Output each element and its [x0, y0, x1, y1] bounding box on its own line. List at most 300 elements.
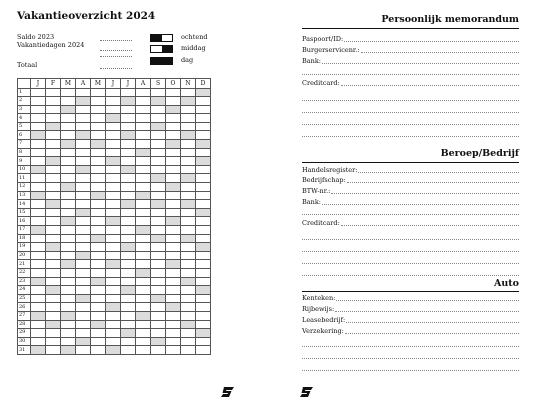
day-cell[interactable] [46, 268, 61, 277]
day-cell[interactable] [196, 97, 211, 106]
day-cell[interactable] [31, 337, 46, 346]
day-cell[interactable] [31, 157, 46, 166]
weekend-day-cell[interactable] [31, 277, 46, 286]
day-cell[interactable] [136, 97, 151, 106]
weekend-day-cell[interactable] [106, 114, 121, 123]
day-cell[interactable] [61, 337, 76, 346]
day-cell[interactable] [136, 243, 151, 252]
day-cell[interactable] [46, 105, 61, 114]
weekend-day-cell[interactable] [196, 243, 211, 252]
day-cell[interactable] [61, 251, 76, 260]
day-cell[interactable] [181, 148, 196, 157]
day-cell[interactable] [91, 260, 106, 269]
day-cell[interactable] [196, 303, 211, 312]
day-cell[interactable] [46, 97, 61, 106]
day-cell[interactable] [196, 320, 211, 329]
day-cell[interactable] [136, 260, 151, 269]
weekend-day-cell[interactable] [76, 131, 91, 140]
day-cell[interactable] [151, 277, 166, 286]
day-cell[interactable] [106, 105, 121, 114]
day-cell[interactable] [61, 234, 76, 243]
day-cell[interactable] [151, 268, 166, 277]
day-cell[interactable] [121, 88, 136, 97]
day-cell[interactable] [61, 131, 76, 140]
day-cell[interactable] [121, 140, 136, 149]
weekend-day-cell[interactable] [196, 286, 211, 295]
day-cell[interactable] [151, 286, 166, 295]
day-cell[interactable] [136, 183, 151, 192]
day-cell[interactable] [121, 234, 136, 243]
day-cell[interactable] [61, 191, 76, 200]
day-cell[interactable] [46, 131, 61, 140]
day-cell[interactable] [196, 105, 211, 114]
weekend-day-cell[interactable] [166, 217, 181, 226]
day-cell[interactable] [76, 217, 91, 226]
day-cell[interactable] [151, 148, 166, 157]
day-cell[interactable] [91, 165, 106, 174]
day-cell[interactable] [76, 114, 91, 123]
day-cell[interactable] [196, 165, 211, 174]
day-cell[interactable] [31, 303, 46, 312]
day-cell[interactable] [61, 226, 76, 235]
weekend-day-cell[interactable] [151, 174, 166, 183]
day-cell[interactable] [151, 329, 166, 338]
blank-line[interactable] [302, 124, 519, 125]
day-cell[interactable] [61, 286, 76, 295]
day-cell[interactable] [166, 208, 181, 217]
day-cell[interactable] [181, 260, 196, 269]
weekend-day-cell[interactable] [151, 97, 166, 106]
day-cell[interactable] [196, 234, 211, 243]
day-cell[interactable] [166, 97, 181, 106]
day-cell[interactable] [166, 294, 181, 303]
day-cell[interactable] [31, 174, 46, 183]
day-cell[interactable] [61, 320, 76, 329]
weekend-day-cell[interactable] [196, 88, 211, 97]
day-cell[interactable] [46, 165, 61, 174]
weekend-day-cell[interactable] [46, 286, 61, 295]
day-cell[interactable] [61, 165, 76, 174]
weekend-day-cell[interactable] [31, 311, 46, 320]
day-cell[interactable] [46, 208, 61, 217]
day-cell[interactable] [196, 337, 211, 346]
weekend-day-cell[interactable] [166, 183, 181, 192]
day-cell[interactable] [91, 337, 106, 346]
day-cell[interactable] [106, 243, 121, 252]
weekend-day-cell[interactable] [106, 303, 121, 312]
blank-line[interactable] [302, 251, 519, 252]
weekend-day-cell[interactable] [181, 277, 196, 286]
day-cell[interactable] [46, 329, 61, 338]
day-cell[interactable] [121, 226, 136, 235]
day-cell[interactable] [121, 320, 136, 329]
day-cell[interactable] [121, 122, 136, 131]
day-cell[interactable] [31, 114, 46, 123]
weekend-day-cell[interactable] [121, 165, 136, 174]
day-cell[interactable] [151, 165, 166, 174]
day-cell[interactable] [106, 311, 121, 320]
day-cell[interactable] [61, 148, 76, 157]
day-cell[interactable] [166, 251, 181, 260]
blank-line[interactable] [302, 112, 519, 113]
day-cell[interactable] [166, 157, 181, 166]
weekend-day-cell[interactable] [181, 320, 196, 329]
day-cell[interactable] [91, 105, 106, 114]
day-cell[interactable] [46, 191, 61, 200]
weekend-day-cell[interactable] [31, 226, 46, 235]
day-cell[interactable] [181, 157, 196, 166]
field-creditcard[interactable] [302, 78, 519, 87]
day-cell[interactable] [106, 97, 121, 106]
day-cell[interactable] [31, 243, 46, 252]
day-cell[interactable] [196, 131, 211, 140]
day-cell[interactable] [46, 234, 61, 243]
day-cell[interactable] [181, 183, 196, 192]
day-cell[interactable] [166, 311, 181, 320]
day-cell[interactable] [61, 243, 76, 252]
day-cell[interactable] [61, 122, 76, 131]
day-cell[interactable] [166, 268, 181, 277]
weekend-day-cell[interactable] [76, 294, 91, 303]
day-cell[interactable] [136, 234, 151, 243]
day-cell[interactable] [76, 140, 91, 149]
day-cell[interactable] [166, 148, 181, 157]
day-cell[interactable] [91, 114, 106, 123]
day-cell[interactable] [61, 88, 76, 97]
day-cell[interactable] [91, 251, 106, 260]
day-cell[interactable] [76, 191, 91, 200]
day-cell[interactable] [106, 165, 121, 174]
day-cell[interactable] [181, 337, 196, 346]
day-cell[interactable] [136, 329, 151, 338]
day-cell[interactable] [181, 243, 196, 252]
day-cell[interactable] [181, 251, 196, 260]
day-cell[interactable] [106, 88, 121, 97]
day-cell[interactable] [106, 286, 121, 295]
weekend-day-cell[interactable] [46, 243, 61, 252]
day-cell[interactable] [106, 329, 121, 338]
day-cell[interactable] [31, 105, 46, 114]
weekend-day-cell[interactable] [46, 157, 61, 166]
day-cell[interactable] [151, 140, 166, 149]
field-btw-nr[interactable] [302, 186, 519, 195]
day-cell[interactable] [106, 226, 121, 235]
weekend-day-cell[interactable] [106, 260, 121, 269]
day-cell[interactable] [166, 200, 181, 209]
blank-line[interactable] [302, 263, 519, 264]
weekend-day-cell[interactable] [181, 97, 196, 106]
weekend-day-cell[interactable] [121, 329, 136, 338]
weekend-day-cell[interactable] [121, 131, 136, 140]
weekend-day-cell[interactable] [196, 140, 211, 149]
weekend-day-cell[interactable] [61, 183, 76, 192]
weekend-day-cell[interactable] [31, 346, 46, 355]
day-cell[interactable] [76, 105, 91, 114]
day-cell[interactable] [46, 277, 61, 286]
day-cell[interactable] [151, 320, 166, 329]
day-cell[interactable] [136, 157, 151, 166]
blank-line[interactable] [302, 275, 519, 276]
day-cell[interactable] [91, 311, 106, 320]
day-cell[interactable] [151, 114, 166, 123]
day-cell[interactable] [106, 251, 121, 260]
field-kenteken[interactable] [302, 293, 519, 302]
day-cell[interactable] [136, 105, 151, 114]
day-cell[interactable] [31, 208, 46, 217]
day-cell[interactable] [121, 105, 136, 114]
day-cell[interactable] [106, 200, 121, 209]
day-cell[interactable] [166, 337, 181, 346]
day-cell[interactable] [136, 320, 151, 329]
day-cell[interactable] [121, 217, 136, 226]
weekend-day-cell[interactable] [76, 337, 91, 346]
day-cell[interactable] [91, 243, 106, 252]
day-cell[interactable] [181, 191, 196, 200]
blank-line[interactable] [302, 214, 519, 215]
weekend-day-cell[interactable] [61, 311, 76, 320]
weekend-day-cell[interactable] [46, 320, 61, 329]
day-cell[interactable] [76, 226, 91, 235]
day-cell[interactable] [31, 200, 46, 209]
day-cell[interactable] [151, 88, 166, 97]
day-cell[interactable] [121, 268, 136, 277]
blank-line[interactable] [302, 239, 519, 240]
day-cell[interactable] [61, 268, 76, 277]
field-creditcard-business[interactable] [302, 218, 519, 227]
weekend-day-cell[interactable] [91, 277, 106, 286]
day-cell[interactable] [136, 277, 151, 286]
weekend-day-cell[interactable] [151, 122, 166, 131]
day-cell[interactable] [121, 157, 136, 166]
weekend-day-cell[interactable] [136, 148, 151, 157]
day-cell[interactable] [166, 277, 181, 286]
weekend-day-cell[interactable] [181, 200, 196, 209]
field-bank-business[interactable] [302, 197, 519, 206]
weekend-day-cell[interactable] [61, 346, 76, 355]
day-cell[interactable] [166, 346, 181, 355]
day-cell[interactable] [136, 140, 151, 149]
day-cell[interactable] [61, 329, 76, 338]
weekend-day-cell[interactable] [76, 165, 91, 174]
day-cell[interactable] [61, 174, 76, 183]
day-cell[interactable] [181, 226, 196, 235]
day-cell[interactable] [76, 200, 91, 209]
day-cell[interactable] [196, 174, 211, 183]
field-burgerservicenr[interactable] [302, 45, 519, 54]
weekend-day-cell[interactable] [121, 286, 136, 295]
day-cell[interactable] [91, 200, 106, 209]
day-cell[interactable] [106, 131, 121, 140]
day-cell[interactable] [121, 183, 136, 192]
day-cell[interactable] [91, 157, 106, 166]
weekend-day-cell[interactable] [31, 191, 46, 200]
day-cell[interactable] [121, 191, 136, 200]
day-cell[interactable] [181, 165, 196, 174]
day-cell[interactable] [46, 226, 61, 235]
weekend-day-cell[interactable] [136, 191, 151, 200]
day-cell[interactable] [121, 148, 136, 157]
blank-line[interactable] [302, 100, 519, 101]
day-cell[interactable] [31, 217, 46, 226]
day-cell[interactable] [121, 251, 136, 260]
day-cell[interactable] [106, 122, 121, 131]
day-cell[interactable] [31, 251, 46, 260]
day-cell[interactable] [46, 217, 61, 226]
day-cell[interactable] [196, 346, 211, 355]
day-cell[interactable] [46, 114, 61, 123]
day-cell[interactable] [136, 88, 151, 97]
weekend-day-cell[interactable] [31, 165, 46, 174]
day-cell[interactable] [31, 260, 46, 269]
day-cell[interactable] [196, 183, 211, 192]
day-cell[interactable] [91, 286, 106, 295]
weekend-day-cell[interactable] [76, 251, 91, 260]
weekend-day-cell[interactable] [121, 243, 136, 252]
weekend-day-cell[interactable] [61, 140, 76, 149]
weekend-day-cell[interactable] [61, 260, 76, 269]
day-cell[interactable] [121, 260, 136, 269]
day-cell[interactable] [61, 208, 76, 217]
weekend-day-cell[interactable] [166, 260, 181, 269]
day-cell[interactable] [106, 277, 121, 286]
day-cell[interactable] [61, 303, 76, 312]
weekend-day-cell[interactable] [196, 157, 211, 166]
day-cell[interactable] [76, 234, 91, 243]
day-cell[interactable] [151, 131, 166, 140]
day-cell[interactable] [91, 148, 106, 157]
day-cell[interactable] [196, 226, 211, 235]
day-cell[interactable] [166, 243, 181, 252]
day-cell[interactable] [196, 148, 211, 157]
day-cell[interactable] [91, 294, 106, 303]
weekend-day-cell[interactable] [181, 234, 196, 243]
day-cell[interactable] [91, 217, 106, 226]
day-cell[interactable] [31, 122, 46, 131]
day-cell[interactable] [166, 114, 181, 123]
day-cell[interactable] [121, 311, 136, 320]
day-cell[interactable] [31, 148, 46, 157]
day-cell[interactable] [181, 208, 196, 217]
day-cell[interactable] [31, 320, 46, 329]
day-cell[interactable] [181, 140, 196, 149]
day-cell[interactable] [151, 243, 166, 252]
day-cell[interactable] [166, 174, 181, 183]
day-cell[interactable] [196, 191, 211, 200]
day-cell[interactable] [91, 174, 106, 183]
day-cell[interactable] [46, 183, 61, 192]
day-cell[interactable] [91, 226, 106, 235]
weekend-day-cell[interactable] [76, 97, 91, 106]
blank-line[interactable] [302, 136, 519, 137]
day-cell[interactable] [61, 200, 76, 209]
day-cell[interactable] [76, 277, 91, 286]
weekend-day-cell[interactable] [151, 337, 166, 346]
day-cell[interactable] [151, 183, 166, 192]
day-cell[interactable] [46, 140, 61, 149]
day-cell[interactable] [196, 294, 211, 303]
day-cell[interactable] [46, 303, 61, 312]
day-cell[interactable] [136, 165, 151, 174]
weekend-day-cell[interactable] [46, 122, 61, 131]
weekend-day-cell[interactable] [181, 174, 196, 183]
day-cell[interactable] [151, 226, 166, 235]
day-cell[interactable] [151, 105, 166, 114]
day-cell[interactable] [61, 97, 76, 106]
day-cell[interactable] [181, 122, 196, 131]
day-cell[interactable] [31, 183, 46, 192]
day-cell[interactable] [196, 260, 211, 269]
day-cell[interactable] [136, 251, 151, 260]
day-cell[interactable] [31, 97, 46, 106]
weekend-day-cell[interactable] [196, 329, 211, 338]
day-cell[interactable] [106, 148, 121, 157]
day-cell[interactable] [136, 122, 151, 131]
day-cell[interactable] [136, 131, 151, 140]
day-cell[interactable] [46, 251, 61, 260]
field-bank[interactable] [302, 56, 519, 65]
day-cell[interactable] [166, 329, 181, 338]
day-cell[interactable] [196, 114, 211, 123]
day-cell[interactable] [91, 122, 106, 131]
day-cell[interactable] [196, 277, 211, 286]
day-cell[interactable] [181, 311, 196, 320]
day-cell[interactable] [121, 337, 136, 346]
day-cell[interactable] [31, 294, 46, 303]
day-cell[interactable] [76, 268, 91, 277]
day-cell[interactable] [91, 183, 106, 192]
day-cell[interactable] [166, 122, 181, 131]
day-cell[interactable] [166, 88, 181, 97]
day-cell[interactable] [121, 303, 136, 312]
day-cell[interactable] [61, 294, 76, 303]
day-cell[interactable] [151, 303, 166, 312]
day-cell[interactable] [46, 294, 61, 303]
day-cell[interactable] [76, 183, 91, 192]
day-cell[interactable] [91, 329, 106, 338]
day-cell[interactable] [166, 191, 181, 200]
day-cell[interactable] [91, 88, 106, 97]
day-cell[interactable] [31, 329, 46, 338]
day-cell[interactable] [46, 88, 61, 97]
day-cell[interactable] [196, 200, 211, 209]
day-cell[interactable] [121, 346, 136, 355]
day-cell[interactable] [61, 277, 76, 286]
day-cell[interactable] [181, 268, 196, 277]
day-cell[interactable] [76, 260, 91, 269]
day-cell[interactable] [166, 286, 181, 295]
day-cell[interactable] [196, 311, 211, 320]
day-cell[interactable] [106, 191, 121, 200]
day-cell[interactable] [121, 174, 136, 183]
day-cell[interactable] [46, 311, 61, 320]
field-leasebedrijf[interactable] [302, 315, 519, 324]
day-cell[interactable] [166, 320, 181, 329]
day-cell[interactable] [106, 320, 121, 329]
field-handelsregister[interactable] [302, 165, 519, 174]
day-cell[interactable] [106, 140, 121, 149]
day-cell[interactable] [76, 157, 91, 166]
weekend-day-cell[interactable] [151, 200, 166, 209]
day-cell[interactable] [31, 88, 46, 97]
day-cell[interactable] [76, 174, 91, 183]
day-cell[interactable] [106, 294, 121, 303]
field-rijbewijs[interactable] [302, 304, 519, 313]
day-cell[interactable] [151, 191, 166, 200]
weekend-day-cell[interactable] [91, 234, 106, 243]
weekend-day-cell[interactable] [136, 311, 151, 320]
weekend-day-cell[interactable] [61, 105, 76, 114]
day-cell[interactable] [91, 131, 106, 140]
